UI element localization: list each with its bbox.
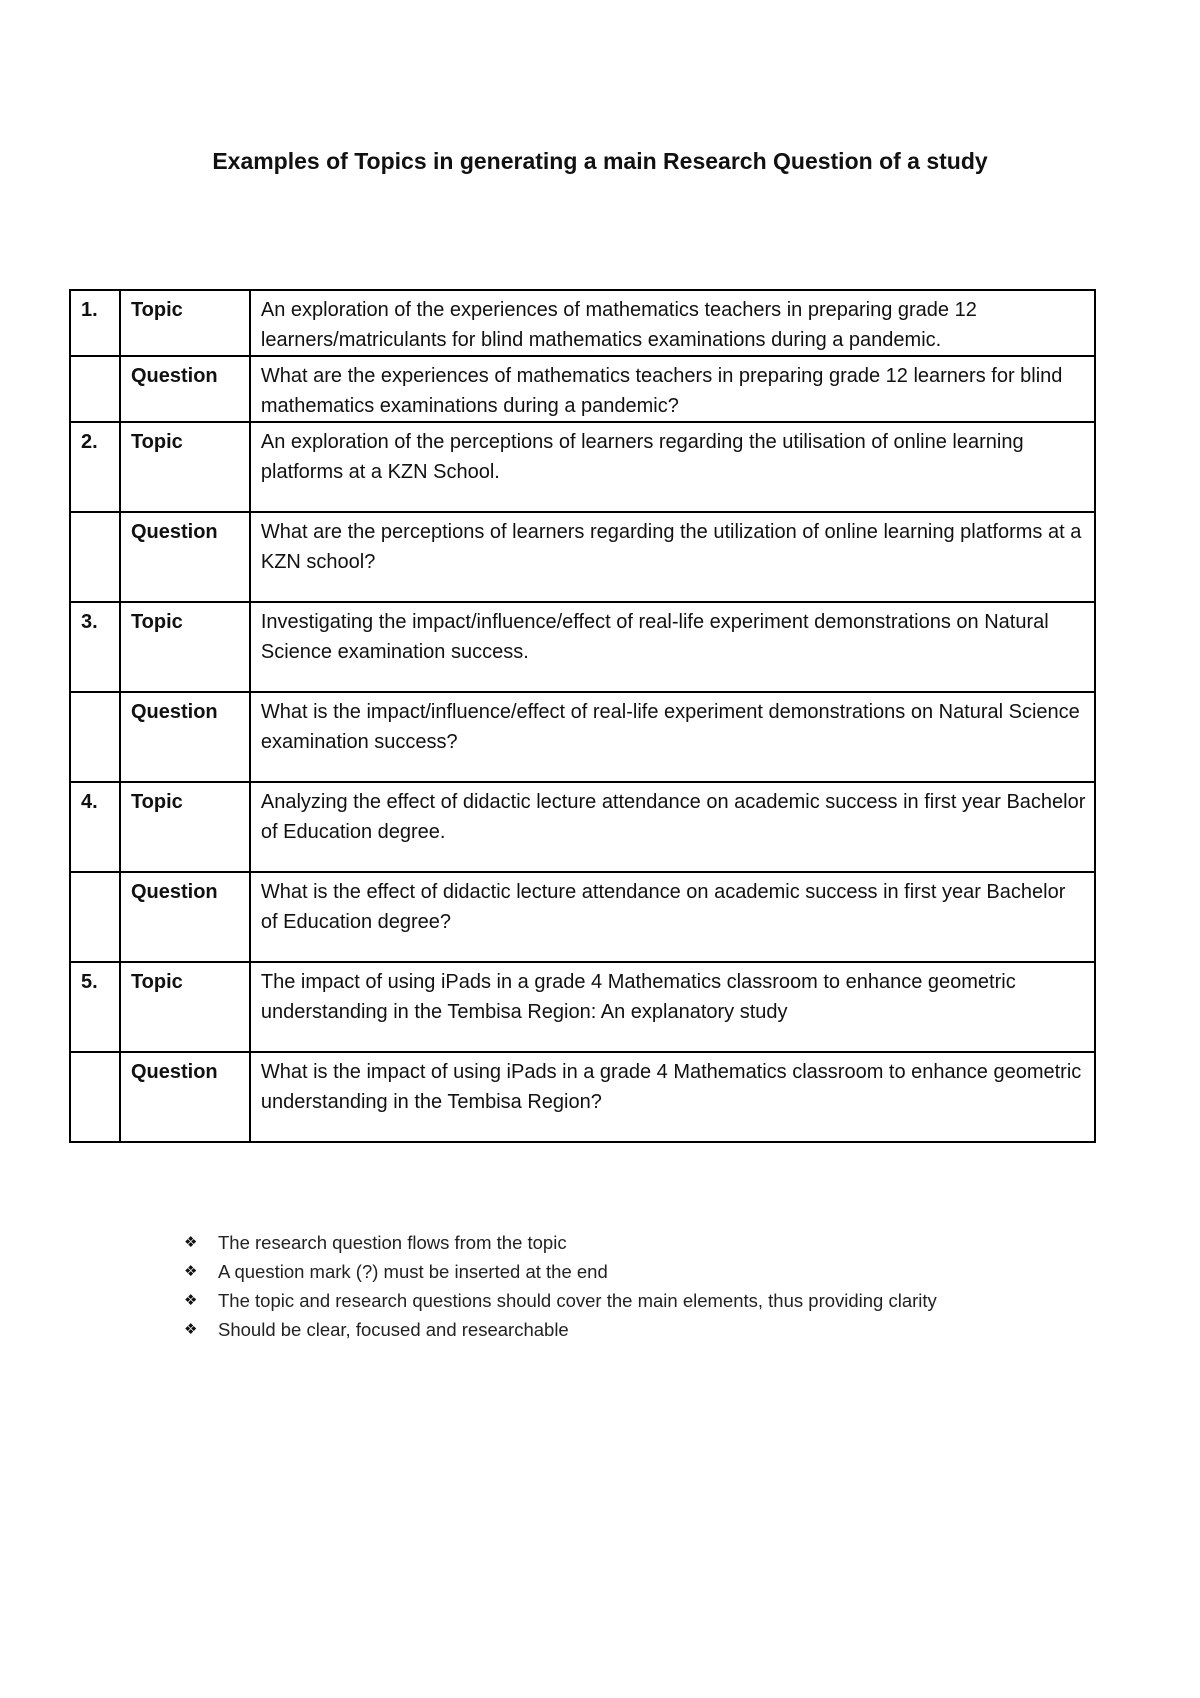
note-text: Should be clear, focused and researchable: [218, 1319, 569, 1340]
row-number: 3.: [70, 602, 120, 692]
page-title: Examples of Topics in generating a main Research Question of a study: [212, 148, 988, 174]
note-text: A question mark (?) must be inserted at the end: [218, 1261, 608, 1282]
list-item: [184, 1257, 937, 1286]
four-diamond-bullet-icon: ❖: [184, 1292, 198, 1309]
table-row: [70, 422, 1095, 512]
row-label: Topic: [120, 962, 250, 1052]
list-item: [184, 1228, 937, 1257]
table-row: [70, 962, 1095, 1052]
row-number: [70, 512, 120, 602]
table-row: [70, 602, 1095, 692]
four-diamond-bullet-icon: ❖: [184, 1234, 198, 1251]
four-diamond-bullet-icon: ❖: [184, 1263, 198, 1280]
research-topics-table: [69, 289, 1096, 1143]
notes-list: [184, 1228, 937, 1344]
row-label: Topic: [120, 782, 250, 872]
table-row: [70, 872, 1095, 962]
row-label: Topic: [120, 422, 250, 512]
row-number: 1.: [70, 290, 120, 356]
row-number: [70, 1052, 120, 1142]
row-label: Question: [120, 692, 250, 782]
row-text: What are the experiences of mathematics teachers in preparing grade 12 learners for blind mathematics examinations during a pandemic?: [250, 356, 1095, 422]
table-row: [70, 1052, 1095, 1142]
row-text: What are the perceptions of learners regarding the utilization of online learning platforms at a KZN school?: [250, 512, 1095, 602]
row-label: Topic: [120, 290, 250, 356]
row-text: The impact of using iPads in a grade 4 Mathematics classroom to enhance geometric understanding in the Tembisa Region: An explanatory study: [250, 962, 1095, 1052]
row-text: What is the impact of using iPads in a grade 4 Mathematics classroom to enhance geometric understanding in the Tembisa Region?: [250, 1052, 1095, 1142]
row-number: 5.: [70, 962, 120, 1052]
note-text: The topic and research questions should cover the main elements, thus providing clarity: [218, 1290, 937, 1311]
table-row: [70, 290, 1095, 356]
row-number: 4.: [70, 782, 120, 872]
row-text: What is the impact/influence/effect of real-life experiment demonstrations on Natural Science examination success?: [250, 692, 1095, 782]
list-item: [184, 1315, 937, 1344]
list-item: [184, 1286, 937, 1315]
table-row: [70, 512, 1095, 602]
row-text: Investigating the impact/influence/effect of real-life experiment demonstrations on Natural Science examination success.: [250, 602, 1095, 692]
note-text: The research question flows from the topic: [218, 1232, 567, 1253]
four-diamond-bullet-icon: ❖: [184, 1321, 198, 1338]
row-text: An exploration of the perceptions of learners regarding the utilisation of online learning platforms at a KZN School.: [250, 422, 1095, 512]
row-label: Question: [120, 356, 250, 422]
row-text: An exploration of the experiences of mathematics teachers in preparing grade 12 learners/matriculants for blind mathematics examinations during a pandemic.: [250, 290, 1095, 356]
row-text: Analyzing the effect of didactic lecture attendance on academic success in first year Bachelor of Education degree.: [250, 782, 1095, 872]
table-row: [70, 692, 1095, 782]
row-text: What is the effect of didactic lecture attendance on academic success in first year Bachelor of Education degree?: [250, 872, 1095, 962]
row-number: [70, 692, 120, 782]
row-label: Question: [120, 872, 250, 962]
row-label: Topic: [120, 602, 250, 692]
row-number: 2.: [70, 422, 120, 512]
row-label: Question: [120, 512, 250, 602]
table-row: [70, 782, 1095, 872]
row-number: [70, 872, 120, 962]
table-row: [70, 356, 1095, 422]
row-label: Question: [120, 1052, 250, 1142]
row-number: [70, 356, 120, 422]
